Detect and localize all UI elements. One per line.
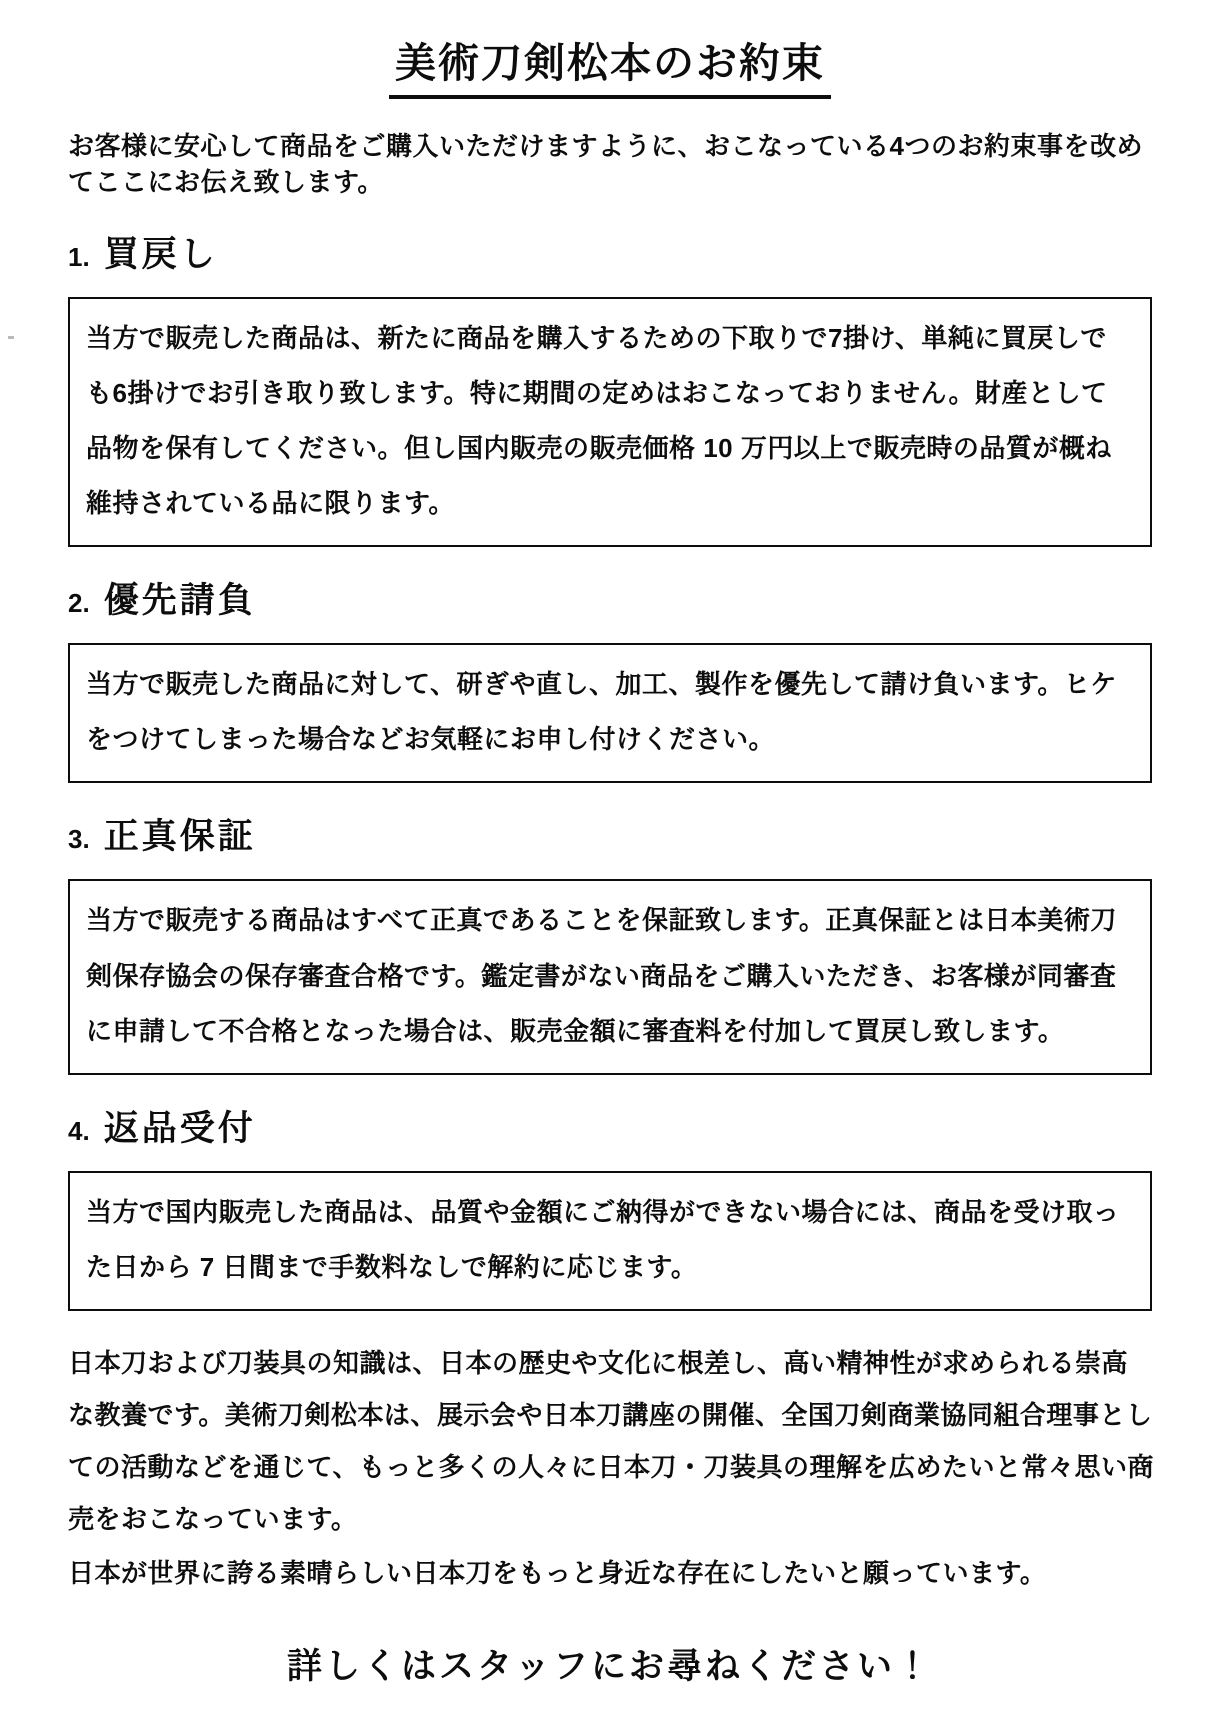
section-title: 買戻し (103, 234, 218, 274)
section-authenticity-guarantee (66, 809, 1154, 1074)
section-number: 4. (68, 1115, 90, 1146)
section-buyback (66, 227, 1154, 547)
section-heading-priority-work (68, 573, 1154, 623)
section-returns (66, 1101, 1154, 1311)
intro-paragraph: お客様に安心して商品をご購入いただけますように、おこなっている4つのお約束事を改めてここにお伝え致します。 (68, 131, 1143, 197)
section-heading-buyback (68, 227, 1154, 277)
section-body: 当方で販売した商品に対して、研ぎや直し、加工、製作を優先して請け負います。ヒケをつけてしまった場合などお気軽にお申し付けください。 (86, 669, 1117, 755)
title-row (66, 30, 1154, 99)
section-body: 当方で国内販売した商品は、品質や金額にご納得ができない場合には、商品を受け取った日から 7 日間まで手数料なしで解約に応じます。 (86, 1196, 1120, 1282)
section-heading-authenticity (68, 809, 1154, 859)
closing-paragraph: 日本刀および刀装具の知識は、日本の歴史や文化に根差し、高い精神性が求められる崇高な教養です。美術刀剣松本は、展示会や日本刀講座の開催、全国刀剣商業協同組合理事としての活動などを通じて、もっと多くの人々に日本刀・刀装具の理解を広めたいと常々思い商売をおこなっています。 (68, 1347, 1154, 1534)
section-number: 2. (68, 588, 90, 619)
section-box-authenticity (68, 879, 1152, 1074)
section-title: 優先請負 (103, 581, 256, 621)
section-box-buyback (68, 297, 1152, 547)
page-title: 美術刀剣松本のお約束 (389, 30, 831, 99)
section-number: 3. (68, 824, 90, 855)
scan-artifact (8, 336, 14, 339)
section-body: 当方で販売した商品は、新たに商品を購入するための下取りで7掛け、単純に買戻しでも6掛けでお引き取り致します。特に期間の定めはおこなっておりません。財産として品物を保有してください。但し国内販売の販売価格 10 万円以上で販売時の品質が概ね維持されている品に限ります。 (86, 322, 1112, 519)
section-heading-returns (68, 1101, 1154, 1151)
section-priority-work (66, 573, 1154, 783)
closing-paragraph-wish: 日本が世界に誇る素晴らしい日本刀をもっと身近な存在にしたいと願っています。 (68, 1557, 1047, 1588)
footer-call-to-action: 詳しくはスタッフにお尋ねください！ (286, 1646, 933, 1686)
section-box-priority-work (68, 643, 1152, 783)
section-title: 返品受付 (103, 1108, 256, 1148)
section-number: 1. (68, 241, 90, 272)
section-body: 当方で販売する商品はすべて正真であることを保証致します。正真保証とは日本美術刀剣保存協会の保存審査合格です。鑑定書がない商品をご購入いただき、お客様が同審査に申請して不合格となった場合は、販売金額に審査料を付加して買戻し致します。 (86, 905, 1117, 1046)
section-box-returns (68, 1171, 1152, 1311)
section-title: 正真保証 (103, 817, 256, 857)
